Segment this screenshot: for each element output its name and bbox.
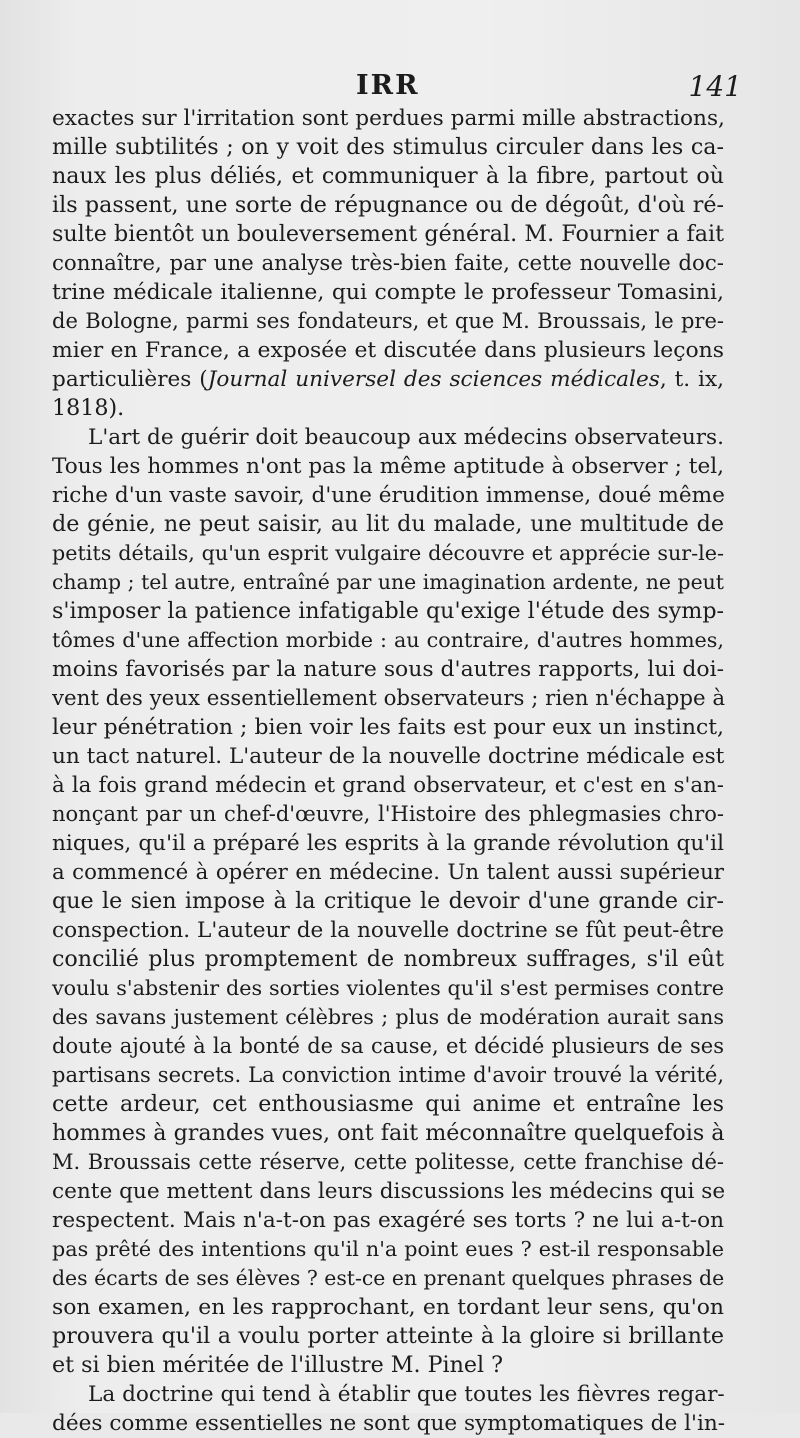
text-line: petits détails, qu'un esprit vulgaire découvre et apprécie sur-le-	[52, 541, 724, 565]
text-line: moins favorisés par la nature sous d'autres rapports, lui doi-	[52, 657, 724, 682]
text-line: à la fois grand médecin et grand observateur, et c'est en s'an-	[52, 773, 724, 798]
text-line: des écarts de ses élèves ? est-ce en prenant quelques phrases de	[52, 1266, 725, 1290]
text-line: conspection. L'auteur de la nouvelle doctrine se fût peut-être	[52, 918, 724, 943]
text-line: pas prêté des intentions qu'il n'a point eues ? est-il responsable	[52, 1237, 724, 1261]
text-line: leur pénétration ; bien voir les faits est pour eux un instinct,	[52, 715, 724, 740]
text-line: doute ajouté à la bonté de sa cause, et décidé plusieurs de ses	[52, 1034, 724, 1058]
text-line: mier en France, a exposée et discutée dans plusieurs leçons	[52, 338, 724, 363]
text-line: cente que mettent dans leurs discussions les médecins qui se	[52, 1179, 726, 1204]
text-line: un tact naturel. L'auteur de la nouvelle doctrine médicale est	[52, 744, 725, 769]
text-line: tômes d'une affection morbide : au contraire, d'autres hommes,	[52, 628, 724, 652]
text-line: M. Broussais cette réserve, cette politesse, cette franchise dé-	[52, 1150, 724, 1174]
text-line: partisans secrets. La conviction intime d'avoir trouvé la vérité,	[52, 1063, 724, 1087]
citation-suffix: , t. ix,	[659, 367, 724, 392]
text-line: naux les plus déliés, et communiquer à la fibre, partout où	[52, 163, 724, 189]
journal-title: Journal universel des sciences médicales	[207, 367, 660, 392]
text-line: La doctrine qui tend à établir que toutes les fièvres regar-	[88, 1382, 725, 1407]
page-number: 141	[688, 70, 742, 103]
text-line: que le sien impose à la critique le devoir d'une grande cir-	[52, 888, 724, 914]
paragraph-3	[52, 1380, 724, 1438]
paragraph-2	[52, 423, 724, 1380]
text-line: s'imposer la patience infatigable qu'exige l'étude des symp-	[52, 598, 725, 624]
text-line: Tous les hommes n'ont pas la même aptitude à observer ; tel,	[52, 454, 724, 479]
text-line: hommes à grandes vues, ont fait méconnaître quelquefois à	[52, 1120, 725, 1146]
text-line: et si bien méritée de l'illustre M. Pinel ?	[52, 1352, 504, 1378]
text-line: de génie, ne peut saisir, au lit du malade, une multitude de	[52, 511, 724, 537]
text-line: exactes sur l'irritation sont perdues parmi mille abstractions,	[52, 106, 725, 131]
citation-prefix: particulières (	[52, 367, 208, 392]
text-line: cette ardeur, cet enthousiasme qui anime et entraîne les	[52, 1091, 724, 1117]
paragraph-1	[52, 104, 724, 423]
text-line: connaître, par une analyse très-bien faite, cette nouvelle doc-	[52, 251, 724, 276]
text-line: champ ; tel autre, entraîné par une imagination ardente, ne peut	[52, 570, 724, 594]
text-line: de Bologne, parmi ses fondateurs, et que M. Broussais, le pre-	[52, 309, 724, 333]
text-line: a commencé à opérer en médecine. Un talent aussi supérieur	[52, 860, 724, 885]
text-line: 1818).	[52, 395, 125, 421]
text-line: vent des yeux essentiellement observateurs ; rien n'échappe à	[52, 686, 726, 711]
text-line: ils passent, une sorte de répugnance ou de dégoût, d'où ré-	[52, 192, 724, 218]
text-line: L'art de guérir doit beaucoup aux médecins observateurs.	[88, 425, 724, 450]
text-line: prouvera qu'il a voulu porter atteinte à la gloire si brillante	[52, 1323, 724, 1349]
text-line: voulu s'abstenir des sorties violentes qu'il s'est permises contre	[52, 976, 724, 1000]
text-line: trine médicale italienne, qui compte le professeur Tomasini,	[52, 280, 724, 305]
text-line: dées comme essentielles ne sont que symptomatiques de l'in-	[52, 1411, 726, 1436]
text-line: niques, qu'il a préparé les esprits à la grande révolution qu'il	[52, 831, 724, 856]
text-line: riche d'un vaste savoir, d'une érudition immense, doué même	[52, 483, 725, 508]
text-line: son examen, en les rapprochant, en tordant leur sens, qu'on	[52, 1295, 724, 1320]
text-line: mille subtilités ; on y voit des stimulus circuler dans les ca-	[52, 134, 724, 160]
body-text	[52, 104, 724, 1438]
text-line: nonçant par un chef-d'œuvre, l'Histoire des phlegmasies chro-	[52, 802, 724, 826]
running-head: IRR	[356, 70, 420, 101]
citation-line	[52, 365, 724, 394]
text-line: concilié plus promptement de nombreux suffrages, s'il eût	[52, 946, 724, 972]
text-line: sulte bientôt un bouleversement général. M. Fournier a fait	[52, 221, 724, 247]
text-line: des savans justement célèbres ; plus de modération aurait sans	[52, 1005, 724, 1029]
text-line: respectent. Mais n'a-t-on pas exagéré ses torts ? ne lui a-t-on	[52, 1208, 724, 1233]
